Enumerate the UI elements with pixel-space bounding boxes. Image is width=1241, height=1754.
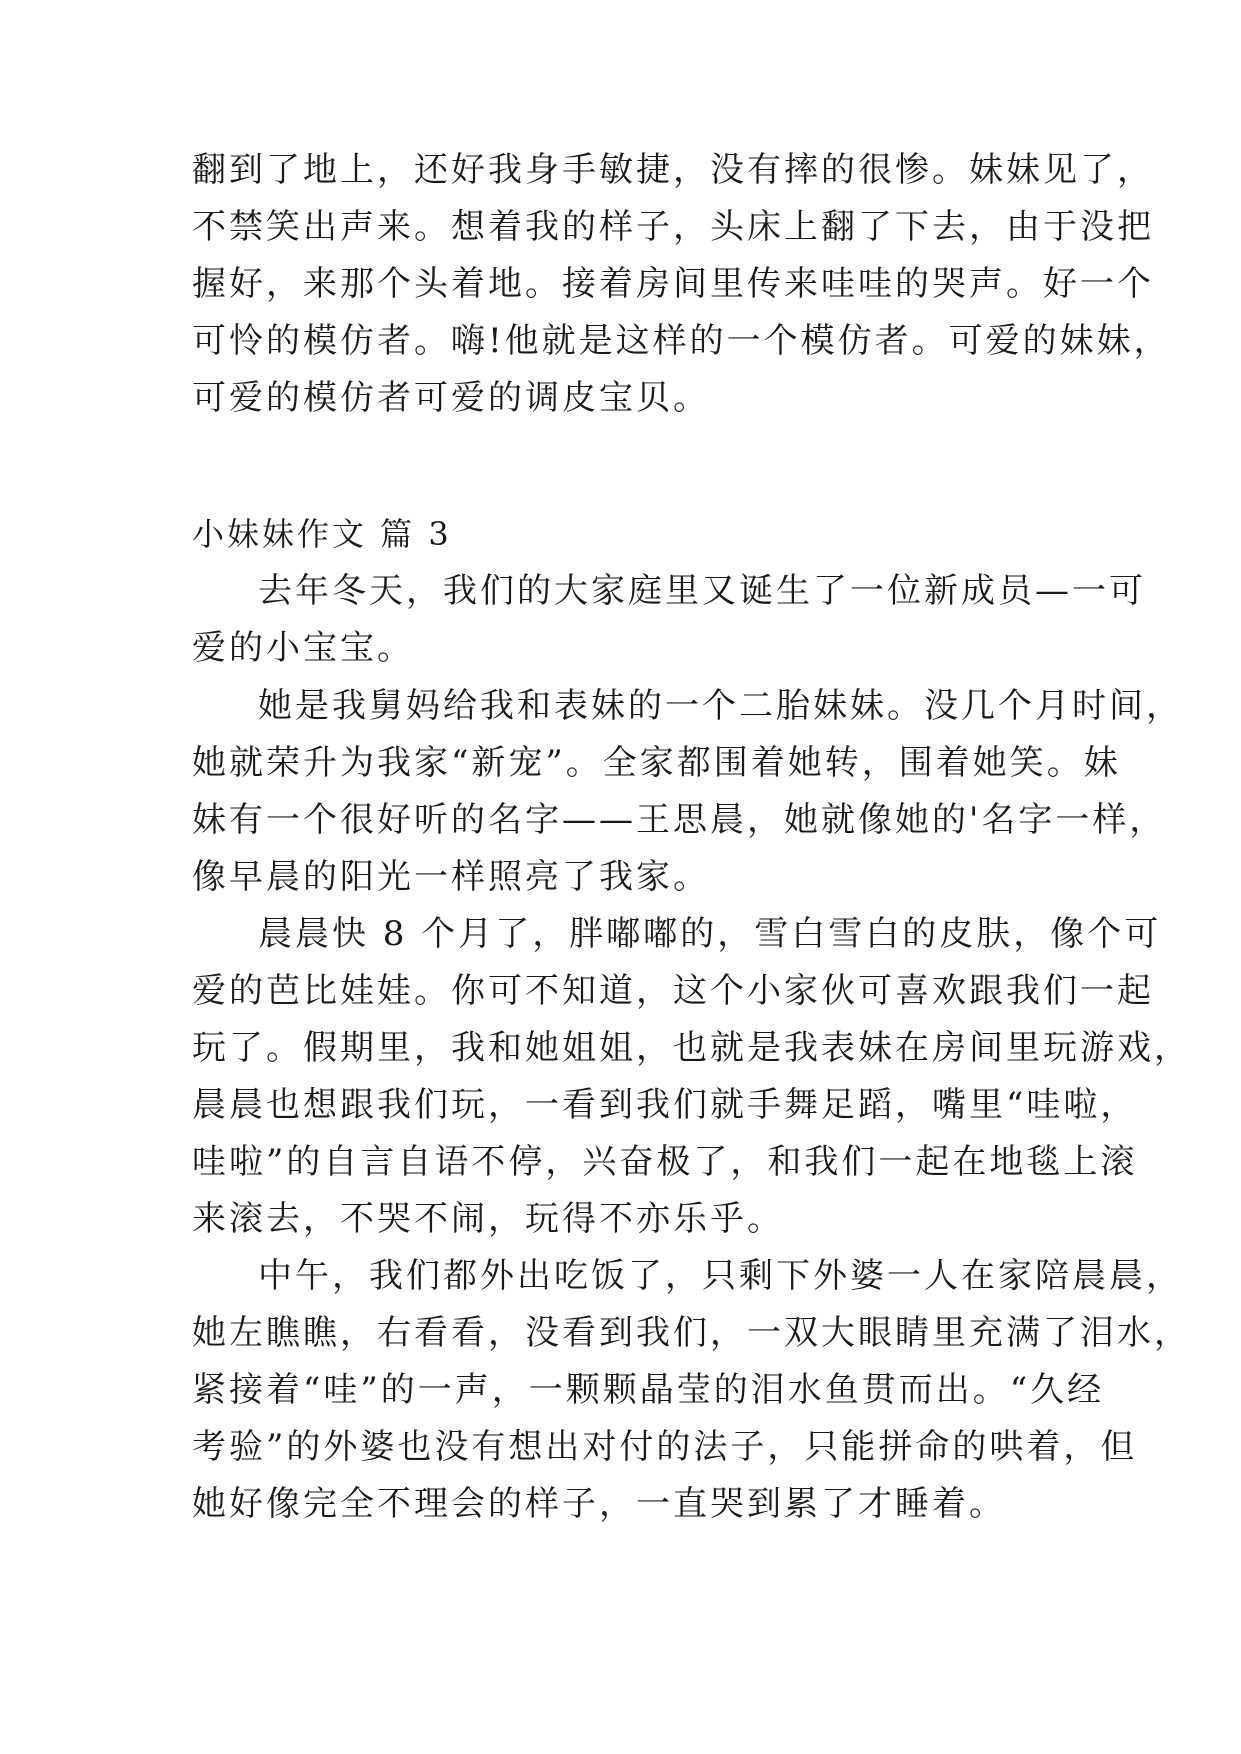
text-line: 中午，我们都外出吃饭了，只剩下外婆一人在家陪晨晨， — [258, 1256, 1183, 1296]
text-line: 玩了。假期里，我和她姐姐，也就是我表妹在房间里玩游戏， — [192, 1028, 1191, 1068]
text-line: 她左瞧瞧，右看看，没看到我们，一双大眼睛里充满了泪水， — [192, 1313, 1191, 1353]
section-title: 小妹妹作文 篇 3 — [192, 515, 452, 553]
text-line: 握好，来那个头着地。接着房间里传来哇哇的哭声。好一个 — [192, 264, 1154, 304]
text-line: 翻到了地上，还好我身手敏捷，没有摔的很惨。妹妹见了， — [192, 150, 1154, 190]
text-line: 她就荣升为我家“新宠”。全家都围着她转，围着她笑。妹 — [192, 743, 1121, 783]
text-line: 爱的芭比娃娃。你可不知道，这个小家伙可喜欢跟我们一起 — [192, 971, 1154, 1011]
text-line: 像早晨的阳光一样照亮了我家。 — [192, 857, 710, 897]
text-line: 可怜的模仿者。嗨!他就是这样的一个模仿者。可爱的妹妹， — [192, 321, 1171, 361]
text-line: 她好像完全不理会的样子，一直哭到累了才睡着。 — [192, 1484, 1006, 1524]
text-line: 考验”的外婆也没有想出对付的法子，只能拼命的哄着，但 — [192, 1427, 1138, 1467]
text-line: 晨晨也想跟我们玩，一看到我们就手舞足蹈，嘴里“哇啦， — [192, 1085, 1138, 1125]
text-line: 不禁笑出声来。想着我的样子，头床上翻了下去，由于没把 — [192, 207, 1154, 247]
text-line: 晨晨快 8 个月了，胖嘟嘟的，雪白雪白的皮肤，像个可 — [258, 914, 1162, 954]
text-line: 来滚去，不哭不闹，玩得不亦乐乎。 — [192, 1199, 784, 1239]
text-line: 她是我舅妈给我和表妹的一个二胎妹妹。没几个月时间， — [258, 686, 1183, 726]
text-line: 爱的小宝宝。 — [192, 628, 414, 668]
text-line: 哇啦”的自言自语不停，兴奋极了，和我们一起在地毯上滚 — [192, 1142, 1138, 1182]
text-line: 去年冬天，我们的大家庭里又诞生了一位新成员—一可 — [258, 571, 1146, 611]
text-line: 可爱的模仿者可爱的调皮宝贝。 — [192, 378, 710, 418]
text-line: 紧接着“哇”的一声，一颗颗晶莹的泪水鱼贯而出。“久经 — [192, 1370, 1105, 1410]
text-line: 妹有一个很好听的名字——王思晨，她就像她的'名字一样， — [192, 800, 1167, 840]
